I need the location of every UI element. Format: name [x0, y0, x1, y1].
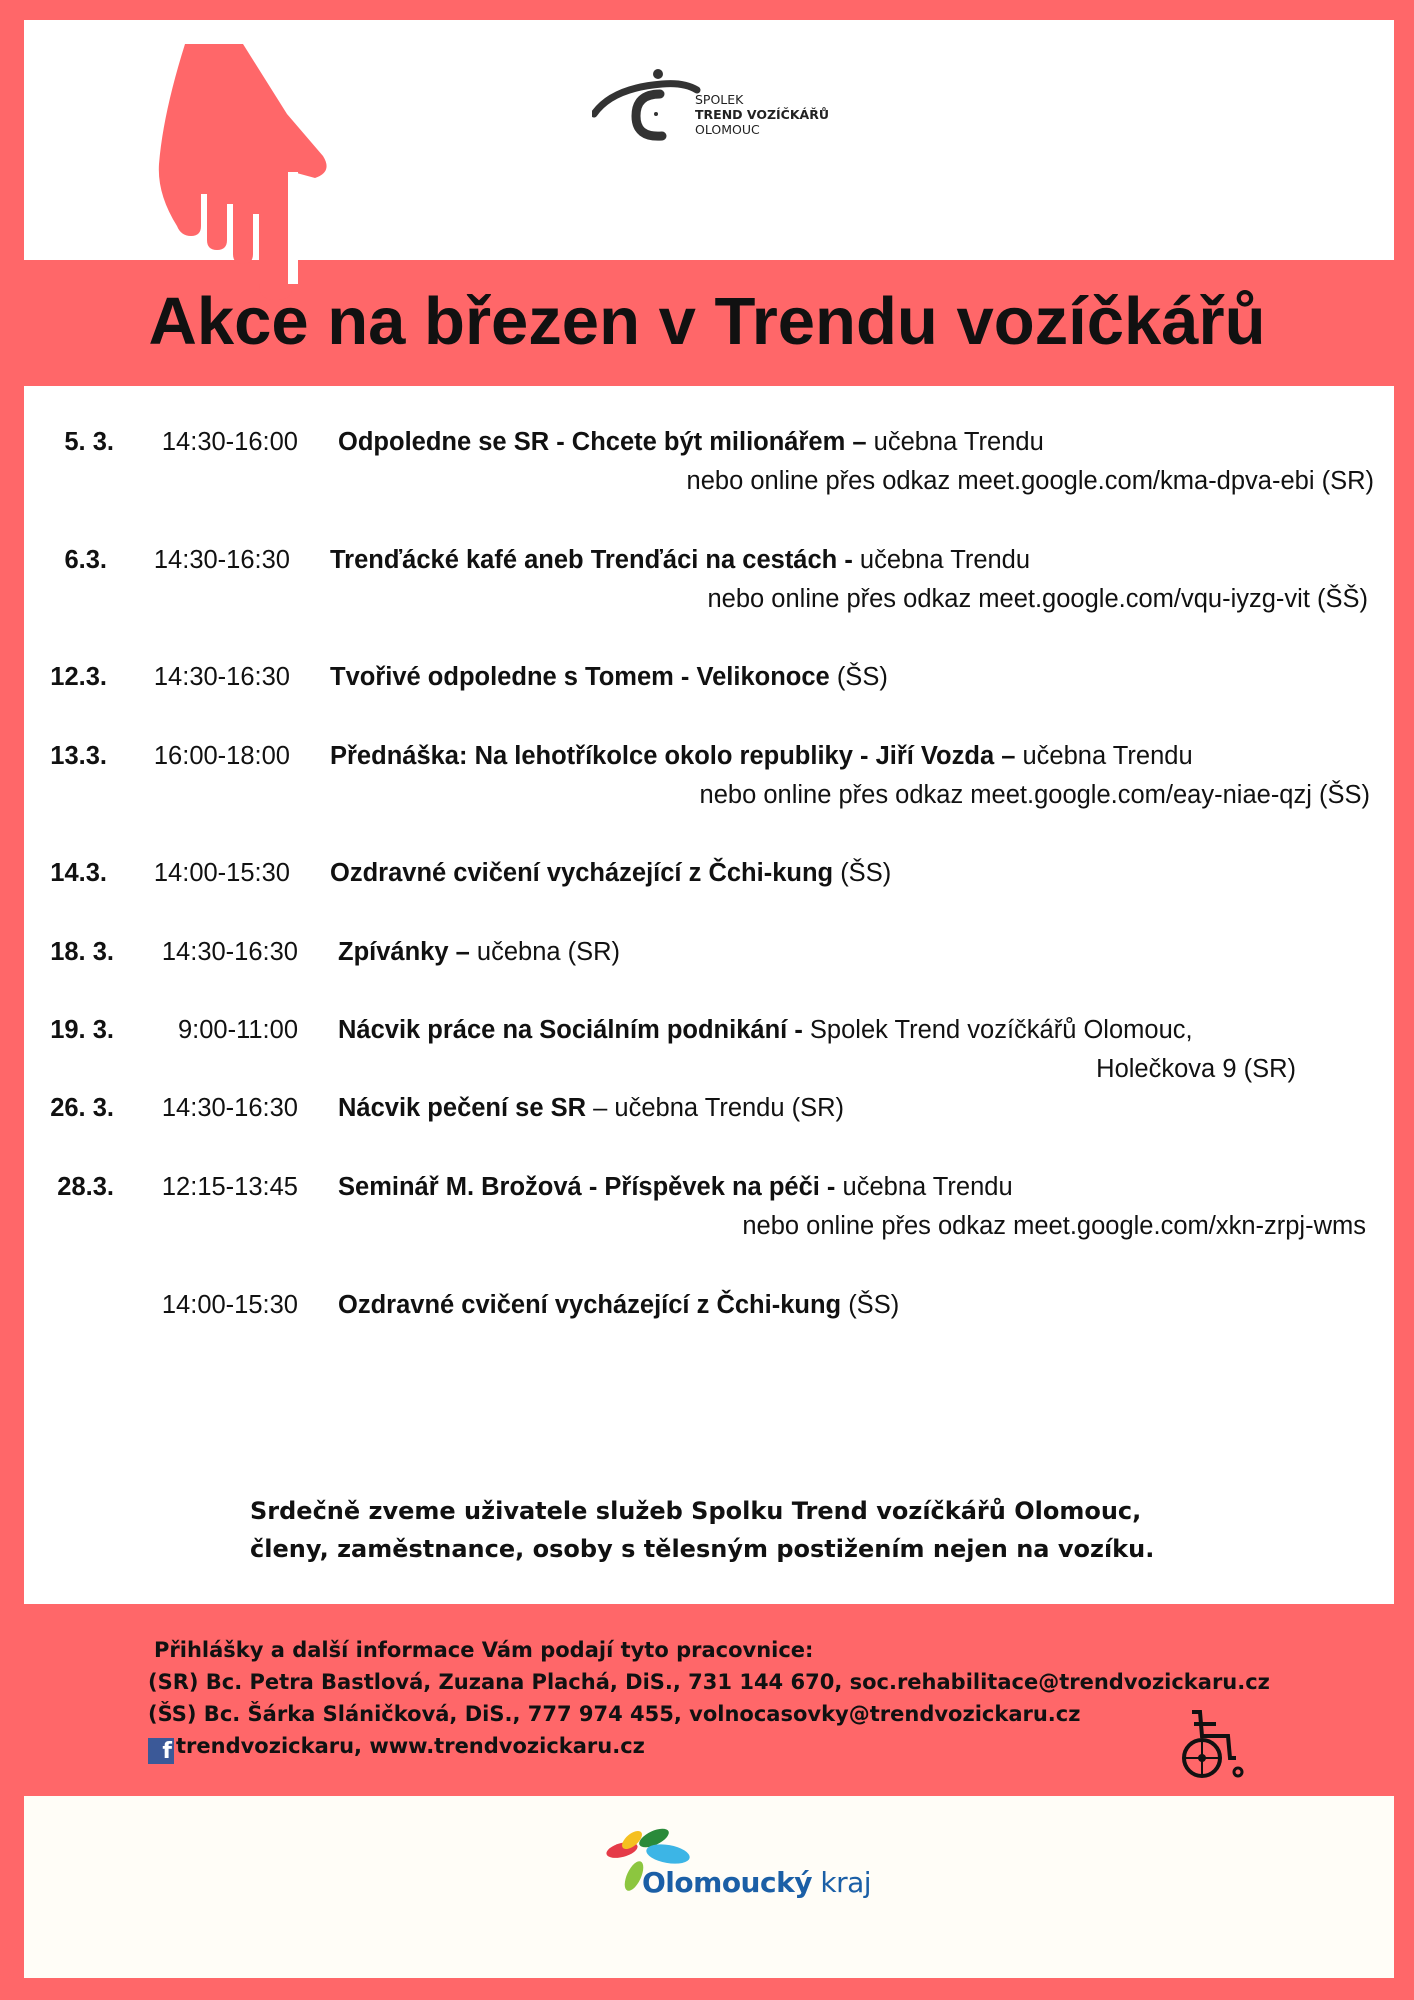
event-date: 13.3.: [50, 742, 107, 770]
event-time: 14:30-16:30: [161, 938, 298, 966]
event-title: Ozdravné cvičení vycházející z Čchi-kung: [330, 859, 834, 887]
event-place: učebna Trendu: [852, 546, 1031, 574]
trend-logo: [592, 64, 852, 144]
event-date: 12.3.: [50, 663, 107, 691]
event-time: 14:30-16:30: [153, 546, 290, 574]
event-place: Spolek Trend vozíčkářů Olomouc,: [802, 1016, 1193, 1044]
event-date: 28.3.: [57, 1173, 114, 1201]
event-extra: nebo online přes odkaz meet.google.com/eay-niae-qzj (ŠS): [699, 781, 1370, 809]
event-time: 14:30-16:30: [161, 1094, 298, 1122]
event-time: 12:15-13:45: [161, 1173, 298, 1201]
event-extra: nebo online přes odkaz meet.google.com/vqu-iyzg-vit (ŠŠ): [707, 585, 1368, 613]
event-time: 9:00-11:00: [177, 1016, 298, 1044]
event-date: 18. 3.: [50, 938, 114, 966]
event-description: [338, 933, 620, 971]
event-time: 14:00-15:30: [153, 859, 290, 887]
event-extra: nebo online přes odkaz meet.google.com/xkn-zrpj-wms: [742, 1212, 1366, 1240]
page-title: Akce na březen v Trendu vozíčkářů: [148, 284, 1266, 359]
facebook-icon[interactable]: f: [148, 1738, 174, 1764]
event-date: 6.3.: [64, 546, 107, 574]
event-description: [330, 541, 1030, 579]
invitation-text: [250, 1492, 1154, 1568]
event-title: Nácvik pečení se SR: [338, 1094, 587, 1122]
event-description: [330, 658, 888, 696]
event-place: učebna Trendu: [866, 428, 1044, 456]
event-extra: Holečkova 9 (SR): [1096, 1055, 1296, 1083]
event-date: 19. 3.: [50, 1016, 114, 1044]
event-date: 14.3.: [50, 859, 107, 887]
event-time: 14:30-16:00: [161, 428, 298, 456]
event-place: (ŠS): [833, 859, 892, 887]
invitation-line-2: členy, zaměstnance, osoby s tělesným postižením nejen na vozíku.: [250, 1535, 1155, 1563]
event-title: Odpoledne se SR - Chcete být milionářem –: [338, 428, 867, 456]
event-description: [338, 1011, 1193, 1049]
event-date: 5. 3.: [64, 428, 114, 456]
kraj-name-rest: kraj: [811, 1866, 872, 1899]
event-title: Ozdravné cvičení vycházející z Čchi-kung: [338, 1291, 842, 1319]
event-description: [338, 1089, 844, 1127]
event-place: (ŠS): [829, 663, 888, 691]
event-place: (ŠS): [841, 1291, 900, 1319]
contact-web[interactable]: trendvozickaru, www.trendvozickaru.cz: [176, 1734, 645, 1758]
event-description: [338, 1168, 1013, 1206]
event-place: učebna (SR): [469, 938, 621, 966]
trend-logo-icon: [592, 64, 702, 144]
contact-ss: (ŠS) Bc. Šárka Sláničková, DiS., 777 974 455, volnocasovky@trendvozickaru.cz: [148, 1702, 1081, 1726]
event-place: – učebna Trendu (SR): [586, 1094, 845, 1122]
event-title: Seminář M. Brožová - Příspěvek na péči -: [338, 1173, 836, 1201]
event-description: [330, 737, 1193, 775]
contact-web-row: [148, 1730, 1270, 1764]
event-time: 14:00-15:30: [161, 1291, 298, 1319]
kraj-name-bold: Olomoucký: [642, 1866, 812, 1899]
event-time: 14:30-16:30: [153, 663, 290, 691]
event-time: 16:00-18:00: [153, 742, 290, 770]
event-place: učebna Trendu: [1015, 742, 1193, 770]
event-description: [338, 1286, 899, 1324]
contact-heading: Přihlášky a další informace Vám podají tyto pracovnice:: [154, 1638, 814, 1662]
event-title: Zpívánky –: [338, 938, 470, 966]
event-description: [338, 423, 1044, 461]
event-place: učebna Trendu: [835, 1173, 1013, 1201]
contact-info: [148, 1634, 1270, 1764]
event-description: [330, 854, 891, 892]
wheelchair-icon: [1178, 1708, 1248, 1780]
event-date: 26. 3.: [50, 1094, 114, 1122]
logo-line-1: SPOLEK: [695, 92, 744, 107]
logo-line-3: OLOMOUC: [695, 122, 760, 137]
contact-sr: (SR) Bc. Petra Bastlová, Zuzana Plachá, DiS., 731 144 670, soc.rehabilitace@trendvozickaru.cz: [148, 1670, 1270, 1694]
olomoucky-kraj-logo: [590, 1826, 872, 1926]
event-extra: nebo online přes odkaz meet.google.com/kma-dpva-ebi (SR): [686, 467, 1374, 495]
event-title: Nácvik práce na Sociálním podnikání -: [338, 1016, 803, 1044]
invitation-line-1: Srdečně zveme uživatele služeb Spolku Trend vozíčkářů Olomouc,: [250, 1497, 1142, 1525]
event-title: Trenďácké kafé aneb Trenďáci na cestách -: [330, 546, 853, 574]
pointing-hand-icon: [155, 44, 355, 304]
event-title: Tvořivé odpoledne s Tomem - Velikonoce: [330, 663, 830, 691]
logo-line-2: TREND VOZÍČKÁŘŮ: [695, 107, 829, 122]
event-title: Přednáška: Na lehotříkolce okolo republiky - Jiří Vozda –: [330, 742, 1016, 770]
